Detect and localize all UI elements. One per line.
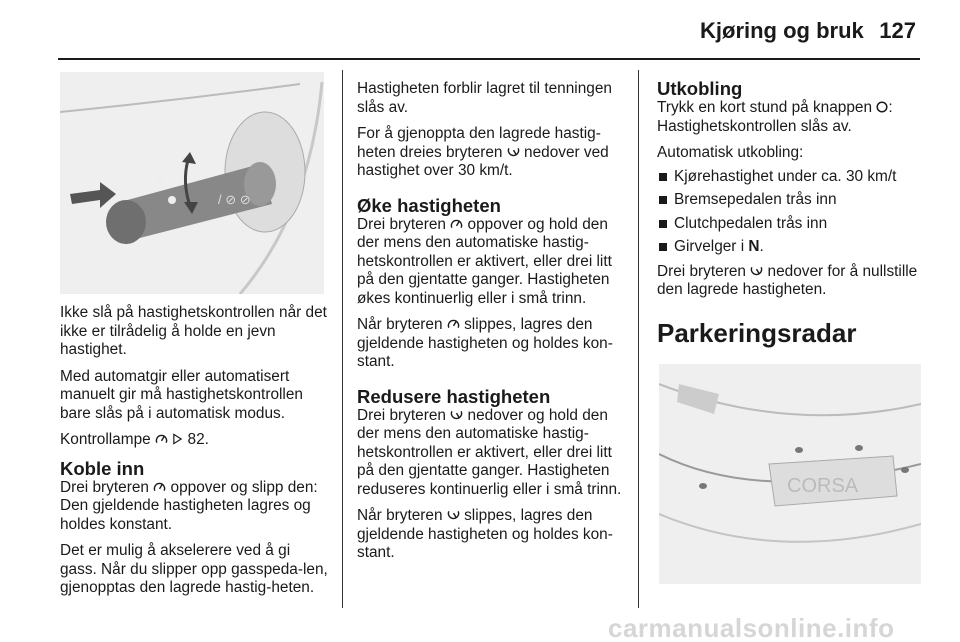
list-item: Clutchpedalen trås inn (657, 215, 947, 234)
heading-parkeringsradar: Parkeringsradar (657, 317, 857, 348)
off-button-icon (876, 101, 888, 113)
paragraph: Drei bryteren oppover og slipp den: Den gjeldende hastigheten lagres og holdes konstant. (60, 478, 318, 533)
column-2 (357, 80, 625, 571)
heading-utkobling: Utkobling (657, 78, 743, 99)
license-plate-text: CORSA (787, 474, 859, 497)
paragraph: Hastigheten forblir lagret til tenningen slås av. (357, 80, 612, 116)
cruise-control-icon (155, 433, 168, 445)
column-3 (657, 78, 947, 584)
paragraph: Trykk en kort stund på knappen : Hastighetskontrollen slås av. (657, 99, 893, 135)
paragraph: Det er mulig å akselerere ved å gi gass. Når du slipper opp gasspeda-len, gjenopptas den lagrede hastig-heten. (60, 542, 328, 596)
svg-text:/ ⊘ ⊘: / ⊘ ⊘ (218, 192, 251, 207)
heading-oke-hastigheten: Øke hastigheten (357, 194, 501, 216)
watermark: carmanualsonline.info (608, 613, 895, 642)
speed-up-icon (447, 318, 460, 330)
paragraph: Når bryteren slippes, lagres den gjeldende hastigheten og holdes kon-stant. (357, 507, 613, 561)
speed-up-icon (450, 218, 463, 230)
heading-redusere-hastigheten: Redusere hastigheten (357, 385, 551, 407)
speed-down-icon (447, 509, 460, 521)
heading-koble-inn: Koble inn (60, 457, 145, 479)
page-header-title: Kjøring og bruk (700, 18, 864, 43)
paragraph: For å gjenoppta den lagrede hastig-heten dreies bryteren nedover ved hastighet over 30 km/t. (357, 125, 609, 179)
paragraph: Kontrollampe 82. (60, 431, 209, 448)
column-divider-1 (342, 70, 343, 608)
speed-down-icon (507, 146, 520, 158)
paragraph: Med automatgir eller automatisert manuelt gir må hastighetskontrollen bare slås på i automatisk modus. (60, 367, 303, 422)
paragraph: Når bryteren slippes, lagres den gjeldende hastigheten og holdes kon-stant. (357, 316, 613, 370)
paragraph: Ikke slå på hastighetskontrollen når det ikke er tilrådelig å holde en jevn hastighet. (60, 304, 327, 358)
speed-up-icon (153, 481, 166, 493)
list-item: Bremsepedalen trås inn (657, 191, 947, 210)
list-item: Kjørehastighet under ca. 30 km/t (657, 168, 947, 187)
column-divider-2 (638, 70, 639, 608)
paragraph: Drei bryteren nedover for å nullstille den lagrede hastigheten. (657, 262, 918, 298)
page-number: 127 (879, 18, 916, 43)
auto-disengage-list (657, 168, 947, 257)
speed-down-icon (750, 265, 763, 277)
paragraph: Drei bryteren oppover og hold den der mens den automatiske hastig-hetskontrollen er aktivert, eller drei litt på den gjentatte ganger. Hastigheten økes kontinuerlig eller i små trinn. (357, 215, 612, 307)
parking-radar-illustration (659, 364, 921, 584)
page-reference-icon (172, 433, 183, 445)
paragraph: Drei bryteren nedover og hold den der mens den automatiske hastig-hetskontrollen er aktivert, eller drei litt på den gjentatte ganger. Hastigheten reduseres kontinuerlig eller i små trinn. (357, 406, 622, 498)
cruise-control-stalk-illustration (60, 72, 324, 294)
list-item: Girvelger i N. (657, 238, 947, 257)
speed-down-icon (450, 409, 463, 421)
paragraph: Automatisk utkobling: (657, 144, 804, 161)
header-rule (58, 58, 920, 60)
